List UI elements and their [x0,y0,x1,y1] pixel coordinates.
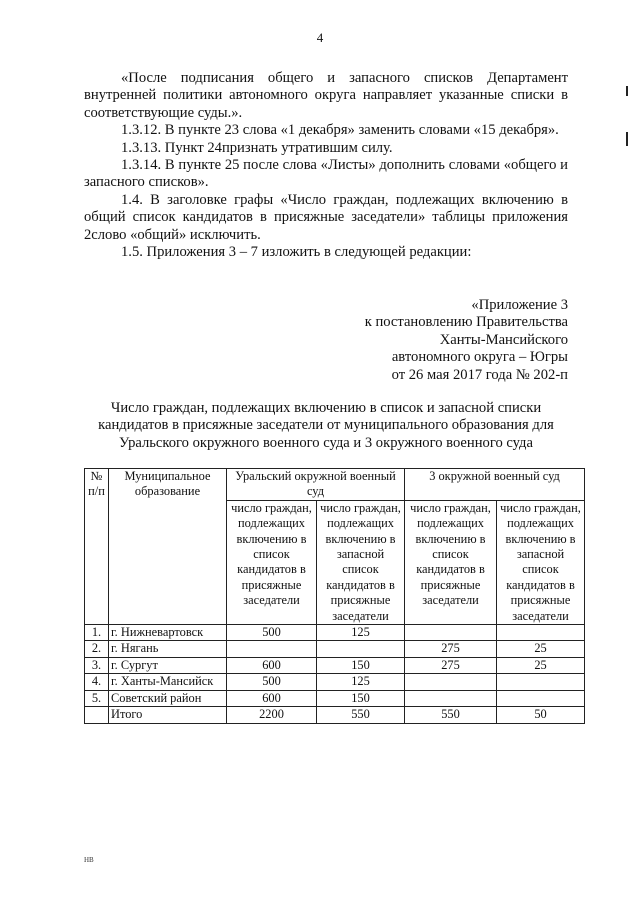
row-ural-list: 600 [227,657,317,673]
row-num: 1. [85,625,109,641]
header-ural-court: Уральский окружной военный суд [227,469,405,501]
row-district-reserve [497,674,585,690]
paragraph: 1.3.12. В пункте 23 слова «1 декабря» заменить словами «15 декабря». [121,122,559,139]
row-ural-reserve: 150 [317,657,405,673]
table-row [85,641,585,657]
row-ural-list: 500 [227,625,317,641]
row-ural-list [227,641,317,657]
row-district-reserve: 25 [497,641,585,657]
total-district-reserve: 50 [497,707,585,723]
total-ural-list: 2200 [227,707,317,723]
table-row [85,690,585,706]
total-district-list: 550 [405,707,497,723]
appendix-line: Ханты-Мансийского [439,331,568,348]
row-ural-reserve: 150 [317,690,405,706]
appendix-line: к постановлению Правительства [364,314,568,331]
title-line: Число граждан, подлежащих включению в список и запасной списки [110,400,542,416]
row-district-list: 275 [405,641,497,657]
data-table [84,468,585,724]
subheader-list: число граждан, подлежащих включению в список кандидатов в присяжные заседатели [227,500,317,624]
table-header-row [85,469,585,501]
edge-mark [626,132,628,146]
subheader-reserve: число граждан, подлежащих включению в запасной список кандидатов в присяжные заседатели [497,500,585,624]
total-num [85,707,109,723]
paragraph: 1.4. В заголовке графы «Число граждан, подлежащих включению в общий список кандидатов в присяжные заседатели» таблицы приложения 2слово «общий» исключить. [84,191,568,243]
table-row [85,625,585,641]
row-ural-reserve [317,641,405,657]
paragraph: 1.5. Приложения 3 – 7 изложить в следующей редакции: [121,244,472,261]
row-num: 3. [85,657,109,673]
row-ural-reserve: 125 [317,625,405,641]
row-name: г. Нягань [109,641,227,657]
body-text [84,70,568,261]
subheader-list: число граждан, подлежащих включению в список кандидатов в присяжные заседатели [405,500,497,624]
row-num: 5. [85,690,109,706]
row-num: 4. [85,674,109,690]
row-district-reserve: 25 [497,657,585,673]
page-number: 4 [316,30,324,45]
appendix-header [365,297,568,384]
paragraph: 1.3.13. Пункт 24признать утратившим силу. [121,139,393,156]
table-row [85,674,585,690]
row-name: г. Нижневартовск [109,625,227,641]
row-ural-list: 500 [227,674,317,690]
subheader-reserve: число граждан, подлежащих включению в запасной список кандидатов в присяжные заседатели [317,500,405,624]
edge-mark [626,86,628,96]
row-district-list [405,625,497,641]
row-district-list [405,690,497,706]
table-total-row [85,707,585,723]
row-name: Советский район [109,690,227,706]
paragraph: 1.3.14. В пункте 25 после слова «Листы» дополнить словами «общего и запасного списков». [84,157,568,191]
header-municipality: Муниципальное образование [109,469,227,625]
paragraph: «После подписания общего и запасного списков Департамент внутренней политики автономного округа направляет указанные списки в соответствующие суды.». [84,70,568,121]
total-label: Итого [109,707,227,723]
table-title [84,400,568,452]
row-district-list [405,674,497,690]
header-num: № п/п [85,469,109,625]
table-row [85,657,585,673]
appendix-line: автономного округа – Югры [391,349,568,366]
row-district-reserve [497,690,585,706]
row-district-list: 275 [405,657,497,673]
footer-marker: НВ [84,856,94,864]
total-ural-reserve: 550 [317,707,405,723]
row-ural-reserve: 125 [317,674,405,690]
title-line: Уральского окружного военного суда и 3 окружного военного суда [119,434,533,451]
title-line: кандидатов в присяжные заседатели от муниципального образования для [98,417,554,434]
row-district-reserve [497,625,585,641]
row-num: 2. [85,641,109,657]
row-name: г. Ханты-Мансийск [109,674,227,690]
appendix-line: от 26 мая 2017 года № 202-п [391,366,568,383]
header-3-district-court: 3 окружной военный суд [405,469,585,501]
row-ural-list: 600 [227,690,317,706]
row-name: г. Сургут [109,657,227,673]
appendix-line: «Приложение 3 [471,297,568,313]
